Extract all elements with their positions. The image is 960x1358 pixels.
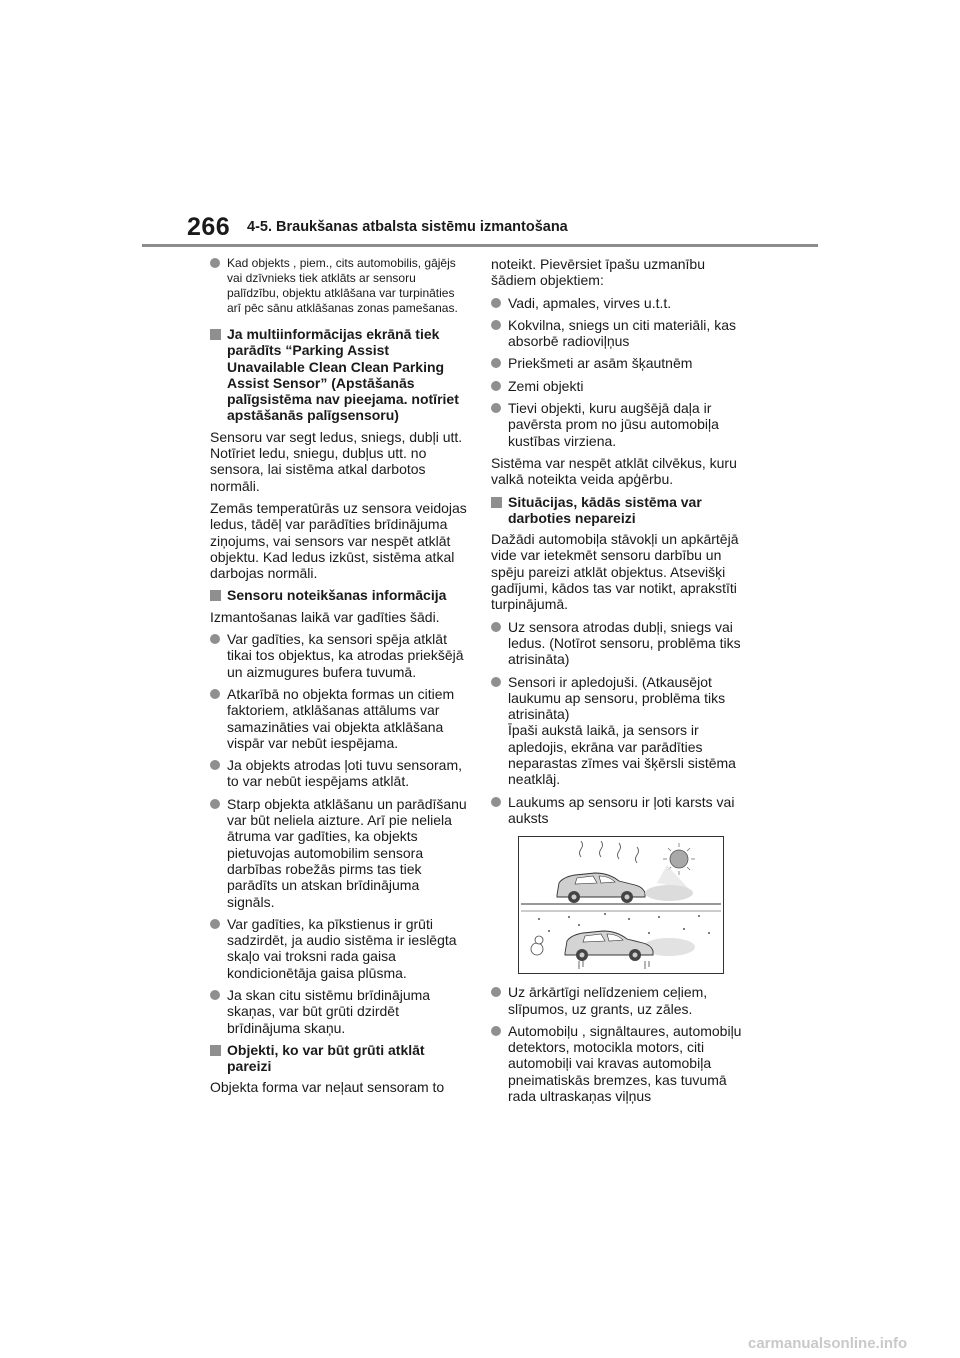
paragraph: Dažādi automobiļa stāvokļi un apkārtējā vide var ietekmēt sensoru darbību un spēju pareizi atklāt objektus. Atsevišķi gadījumi, kādos tas var notikt, aprakstīti turpinājumā.	[491, 531, 739, 613]
car-icon	[557, 873, 645, 903]
list-item: Priekšmeti ar asām šķautnēm	[491, 355, 753, 371]
list-item: Automobiļu , signāltaures, automobiļu detektors, motocikla motors, citi automobiļi vai kravas automobiļa pneimatiskās bremzes, kas tuvumā rada ultraskaņas viļņus	[491, 1023, 753, 1104]
list-item: Sensori ir apledojuši. (Atkausējot laukumu ap sensoru, problēma tiks atrisināta) Īpaši aukstā laikā, ja sensors ir apledojis, ekrāna var parādīties neparastas zīmes vai šķērsli sistēma neatklāj.	[491, 674, 753, 788]
list-item: Kokvilna, sniegs un citi materiāli, kas absorbē radioviļņus	[491, 317, 753, 350]
hot-and-cold-weather-illustration	[519, 837, 723, 973]
paragraph: Zemās temperatūrās uz sensora veidojas ledus, tādēļ var parādīties brīdinājuma ziņojums, vai sensors var nespēt atklāt objektu. Kad ledus izkūst, sistēma atkal darbojas normāli.	[210, 499, 467, 582]
heat-wave-icon	[580, 841, 639, 863]
list-item: Atkarībā no objekta formas un citiem faktoriem, atklāšanas attālums var samazināties vai objekta atklāšana vispār var nebūt iespējama.	[210, 686, 468, 751]
paragraph: Objekta forma var neļaut sensoram to	[210, 1079, 445, 1096]
list-item: Starp objekta atklāšanu un parādīšanu var būt neliela aizture. Arī pie neliela ātruma var gadīties, ka objekts pietuvojas automobilim sensora darbības robežās pirms tas tiek parādīts un atskan brīdinājuma signāls.	[210, 796, 468, 910]
list-item: Laukums ap sensoru ir ļoti karsts vai auksts	[491, 794, 753, 827]
icicle-icon	[579, 961, 649, 969]
left-column	[210, 256, 468, 1102]
heading-hard-to-detect-objects: Objekti, ko var būt grūti atklāt pareizi	[210, 1042, 468, 1075]
paragraph: Izmantošanas laikā var gadīties šādi.	[210, 608, 440, 625]
list-item: Zemi objekti	[491, 378, 753, 394]
paragraph: noteikt. Pievērsiet īpašu uzmanību šādiem objektiem:	[491, 256, 706, 289]
heading-sensor-detection-info: Sensoru noteikšanas informācija	[210, 587, 468, 603]
page-number: 266	[187, 213, 231, 241]
car-icon	[565, 931, 653, 961]
sensor-temperature-illustration	[518, 836, 724, 974]
list-item: Vadi, apmales, virves u.t.t.	[491, 295, 753, 311]
header-divider	[142, 244, 818, 247]
list-item: Ja skan citu sistēmu brīdinājuma skaņas, var būt grūti dzirdēt brīdinājuma skaņu.	[210, 987, 468, 1036]
list-item: Var gadīties, ka sensori spēja atklāt tikai tos objektus, ka atrodas priekšējā un aizmugures bufera tuvumā.	[210, 631, 468, 680]
right-column	[491, 256, 753, 1110]
section-title: 4-5. Braukšanas atbalsta sistēmu izmantošana	[247, 219, 568, 235]
paragraph: Sensoru var segt ledus, sniegs, dubļi utt. Notīriet ledu, sniegu, dubļus utt. no sensora, lai sistēma atkal darbotos normāli.	[210, 428, 463, 494]
intro-bullet: Kad objekts , piem., cits automobilis, gājējs vai dzīvnieks tiek atklāts ar sensoru palīdzību, objektu atklāšana var turpināties arī pēc sānu atklāšanas zonas pamešanas.	[210, 256, 468, 316]
list-item: Uz ārkārtīgi nelīdzeniem ceļiem, slīpumos, uz grants, uz zāles.	[491, 984, 753, 1017]
watermark: carmanualsonline.info	[748, 1335, 908, 1352]
snowman-icon	[531, 936, 543, 955]
snow-icon	[538, 913, 710, 938]
paragraph: Sistēma var nespēt atklāt cilvēkus, kuru valkā noteikta veida apģērbu.	[491, 454, 737, 488]
list-item: Ja objekts atrodas ļoti tuvu sensoram, to var nebūt iespējams atklāt.	[210, 757, 468, 790]
list-item: Uz sensora atrodas dubļi, sniegs vai ledus. (Notīrot sensoru, problēma tiks atrisināta)	[491, 619, 753, 668]
list-item: Tievi objekti, kuru augšējā daļa ir pavērsta prom no jūsu automobiļa kustības virziena.	[491, 400, 753, 449]
heading-parking-assist-unavailable: Ja multiinformācijas ekrānā tiek parādīts “Parking Assist Unavailable Clean Clean Parking Assist Sensor” (Apstāšanās palīgsistēma nav pieejama. notīriet apstāšanās palīgsensoru)	[210, 326, 468, 424]
list-item: Var gadīties, ka pīkstienus ir grūti sadzirdēt, ja audio sistēma ir ieslēgta skaļo vai troksni rada gaisa kondicionētāja gaisa plūsma.	[210, 916, 468, 981]
heading-malfunction-situations: Situācijas, kādās sistēma var darboties nepareizi	[491, 494, 753, 527]
